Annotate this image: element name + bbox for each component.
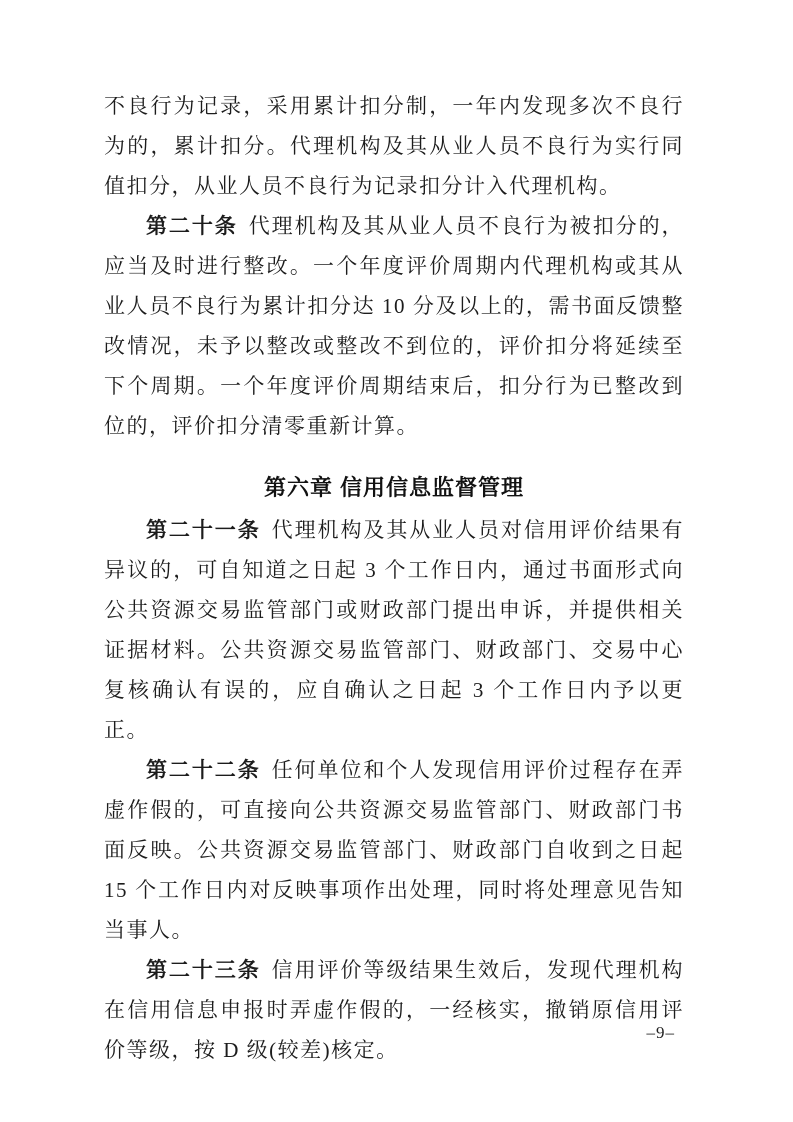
- article-23-label: 第二十三条: [146, 958, 261, 982]
- chapter-heading: 第六章 信用信息监督管理: [263, 475, 525, 500]
- text-column: [104, 86, 684, 1070]
- paragraph-article-22: [104, 750, 684, 950]
- paragraph-text: 代理机构及其从业人员对信用评价结果有异议的，可自知道之日起 3 个工作日内，通过书面形式向公共资源交易监管部门或财政部门提出申诉，并提供相关证据材料。公共资源交易监管部门、财政部门、交易中心复核确认有误的，应自确认之日起 3 个工作日内予以更正。: [104, 518, 685, 742]
- paragraph-article-21: [104, 510, 684, 750]
- paragraph-article-20: [104, 206, 684, 446]
- article-20-label: 第二十条: [146, 214, 238, 238]
- page-number: –9–: [646, 1023, 675, 1042]
- paragraph-text: 不良行为记录，采用累计扣分制，一年内发现多次不良行为的，累计扣分。代理机构及其从业人员不良行为实行同值扣分，从业人员不良行为记录扣分计入代理机构。: [104, 94, 684, 198]
- article-22-label: 第二十二条: [146, 758, 261, 782]
- paragraph-continuation: [104, 86, 684, 206]
- paragraph-text: 代理机构及其从业人员不良行为被扣分的，应当及时进行整改。一个年度评价周期内代理机构或其从业人员不良行为累计扣分达 10 分及以上的，需书面反馈整改情况，未予以整改或整改不到位的，评价扣分将延续至下个周期。一个年度评价周期结束后，扣分行为已整改到位的，评价扣分清零重新计算。: [104, 214, 685, 438]
- paragraph-article-23: [104, 950, 684, 1070]
- paragraph-text: 信用评价等级结果生效后，发现代理机构在信用信息申报时弄虚作假的，一经核实，撤销原信用评价等级，按 D 级(较差)核定。: [104, 958, 685, 1062]
- paragraph-text: 任何单位和个人发现信用评价过程存在弄虚作假的，可直接向公共资源交易监管部门、财政部门书面反映。公共资源交易监管部门、财政部门自收到之日起 15 个工作日内对反映事项作出处理，同时将处理意见告知当事人。: [104, 758, 685, 942]
- article-21-label: 第二十一条: [146, 518, 261, 542]
